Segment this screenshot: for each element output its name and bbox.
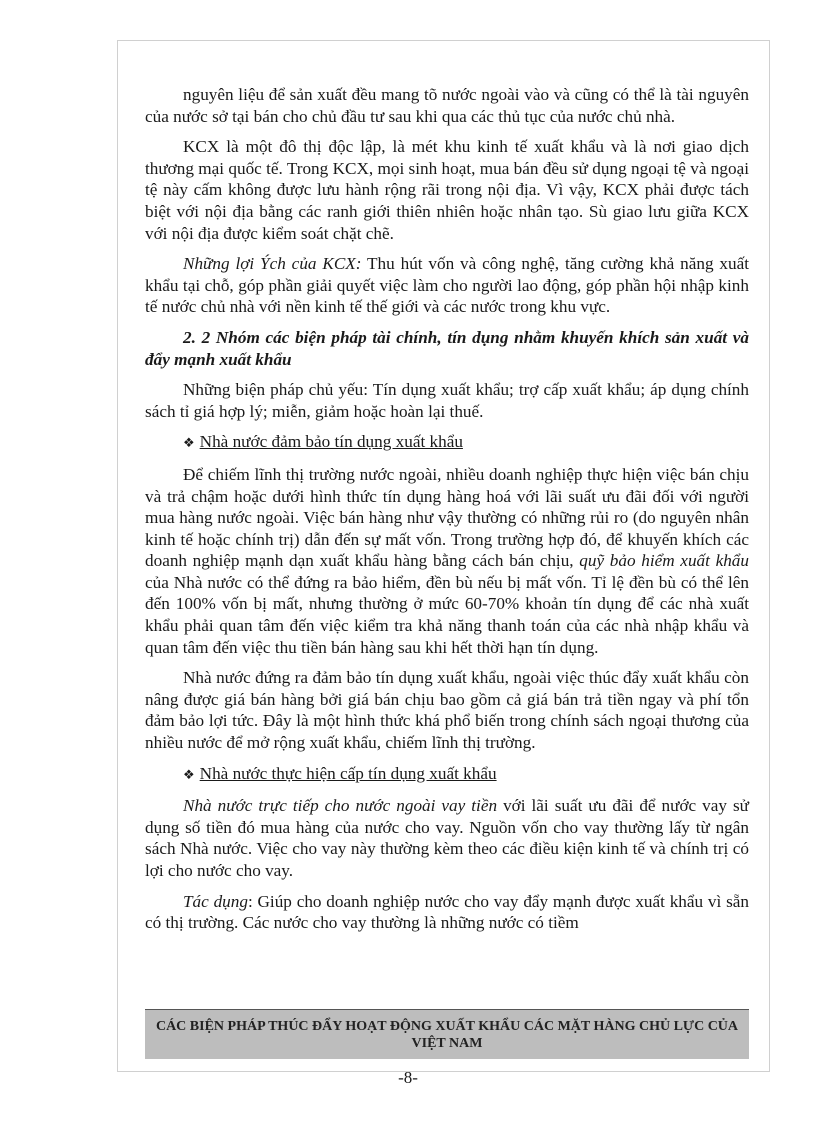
- diamond-bullet-icon: ❖: [183, 767, 195, 783]
- paragraph-kcx-definition: [145, 136, 749, 244]
- footer-banner-text: CÁC BIỆN PHÁP THÚC ĐẨY HOẠT ĐỘNG XUẤT KHẨU CÁC MẶT HÀNG CHỦ LỰC CỦA VIỆT NAM: [155, 1018, 739, 1051]
- direct-lending-lead: Nhà nước trực tiếp cho nước ngoài vay tiền: [183, 796, 498, 816]
- export-insurance-fund-term: quỹ bảo hiểm xuất khẩu: [579, 551, 749, 571]
- bullet-heading-export-credit: [145, 763, 749, 787]
- effect-lead: Tác dụng: [183, 891, 248, 911]
- paragraph-credit-guarantee: [145, 464, 749, 658]
- paragraph-text: Nhà nước đứng ra đảm bảo tín dụng xuất khẩu, ngoài việc thúc đẩy xuất khẩu còn nâng được giá bán hàng bởi giá bán chịu bao gồm cả giá bán trả tiền ngay và phí tổn đảm bảo lợi tức. Đây là một hình thức khá phổ biến trong chính sách ngoại thương của nhiều nước để mở rộng xuất khẩu, chiếm lĩnh thị trường.: [145, 668, 749, 753]
- paragraph-kcx-benefits: [145, 253, 749, 318]
- paragraph-main-measures: [145, 379, 749, 422]
- paragraph-text: Những biện pháp chủ yếu: Tín dụng xuất khẩu; trợ cấp xuất khẩu; áp dụng chính sách tỉ giá hợp lý; miễn, giảm hoặc hoàn lại thuế.: [145, 380, 749, 421]
- document-body: [145, 84, 749, 943]
- paragraph-raw-materials: [145, 84, 749, 127]
- footer-banner: [145, 1009, 749, 1059]
- paragraph-text: với lãi suất ưu đãi để nước vay sử dụng số tiền đó mua hàng của nước cho vay. Nguồn vốn cho vay thường lấy từ ngân sách Nhà nước. Việc cho vay này thường kèm theo các điều kiện kinh tế và chính trị có lợi cho nước cho vay.: [145, 796, 749, 880]
- section-heading-2-2: 2. 2 Nhóm các biện pháp tài chính, tín dụng nhằm khuyến khích sản xuất và đẩy mạnh xuất khẩu: [145, 327, 749, 369]
- paragraph-text: : Giúp cho doanh nghiệp nước cho vay đẩy mạnh được xuất khẩu vì sẵn có thị trường. Các nước cho vay thường là những nước có tiềm: [145, 891, 749, 933]
- bullet-heading-text: Nhà nước đảm bảo tín dụng xuất khẩu: [199, 432, 463, 452]
- paragraph-text: của Nhà nước có thể đứng ra bảo hiểm, đền bù nếu bị mất vốn. Tỉ lệ đền bù có thể lên đến 100% vốn bị mất, nhưng thường ở mức 60-70% khoản tín dụng để các nhà xuất khẩu phải quan tâm đến việc kiểm tra khả năng thanh toán của các nhà nhập khẩu và quan tâm đến việc thu tiền bán hàng sau khi hết thời hạn tín dụng.: [145, 572, 749, 657]
- benefits-lead: Những lợi Ých của KCX:: [183, 254, 362, 274]
- bullet-heading-text: Nhà nước thực hiện cấp tín dụng xuất khẩu: [199, 763, 497, 783]
- diamond-bullet-icon: ❖: [183, 436, 195, 452]
- paragraph-text: nguyên liệu để sản xuất đều mang tõ nước ngoài vào và cũng có thể là tài nguyên của nước sở tại bán cho chủ đầu tư sau khi qua các thủ tục của nước chủ nhà.: [145, 85, 749, 126]
- paragraph-guarantee-effect: [145, 667, 749, 753]
- paragraph-effect: [145, 891, 749, 934]
- paragraph-text: KCX là một đô thị độc lập, là mét khu kinh tế xuất khẩu và là nơi giao dịch thương mại quốc tế. Trong KCX, mọi sinh hoạt, mua bán đều sử dụng ngoại tệ và ngoại tệ này cấm không được lưu hành rộng rãi trong nội địa. Vì vậy, KCX phải được tách biệt với nội địa bằng các ranh giới thiên nhiên hoặc nhân tạo. Sù giao lưu giữa KCX với nội địa được kiểm soát chặt chẽ.: [145, 137, 749, 243]
- paragraph-direct-lending: [145, 795, 749, 881]
- paragraph-text: Thu hút vốn và công nghệ, tăng cường khả năng xuất khẩu tại chỗ, góp phần giải quyết việc làm cho người lao động, góp phần hội nhập kinh tế nước chủ nhà với nền kinh tế thế giới và các nước trong khu vực.: [145, 254, 749, 317]
- bullet-heading-credit-guarantee: [145, 431, 749, 455]
- page-number: -8-: [398, 1068, 418, 1087]
- paragraph-text: Để chiếm lĩnh thị trường nước ngoài, nhiều doanh nghiệp thực hiện việc bán chịu và trả chậm hoặc dưới hình thức tín dụng hàng hoá với lãi suất ưu đãi đối với người mua hàng nước ngoài. Việc bán hàng như vậy thường có những rủi ro (do nguyên nhân kinh tế hoặc chính trị) dẫn đến sự mất vốn. Trong trường hợp đó, để khuyến khích các doanh nghiệp mạnh dạn xuất khẩu hàng bằng cách bán chịu,: [145, 464, 749, 571]
